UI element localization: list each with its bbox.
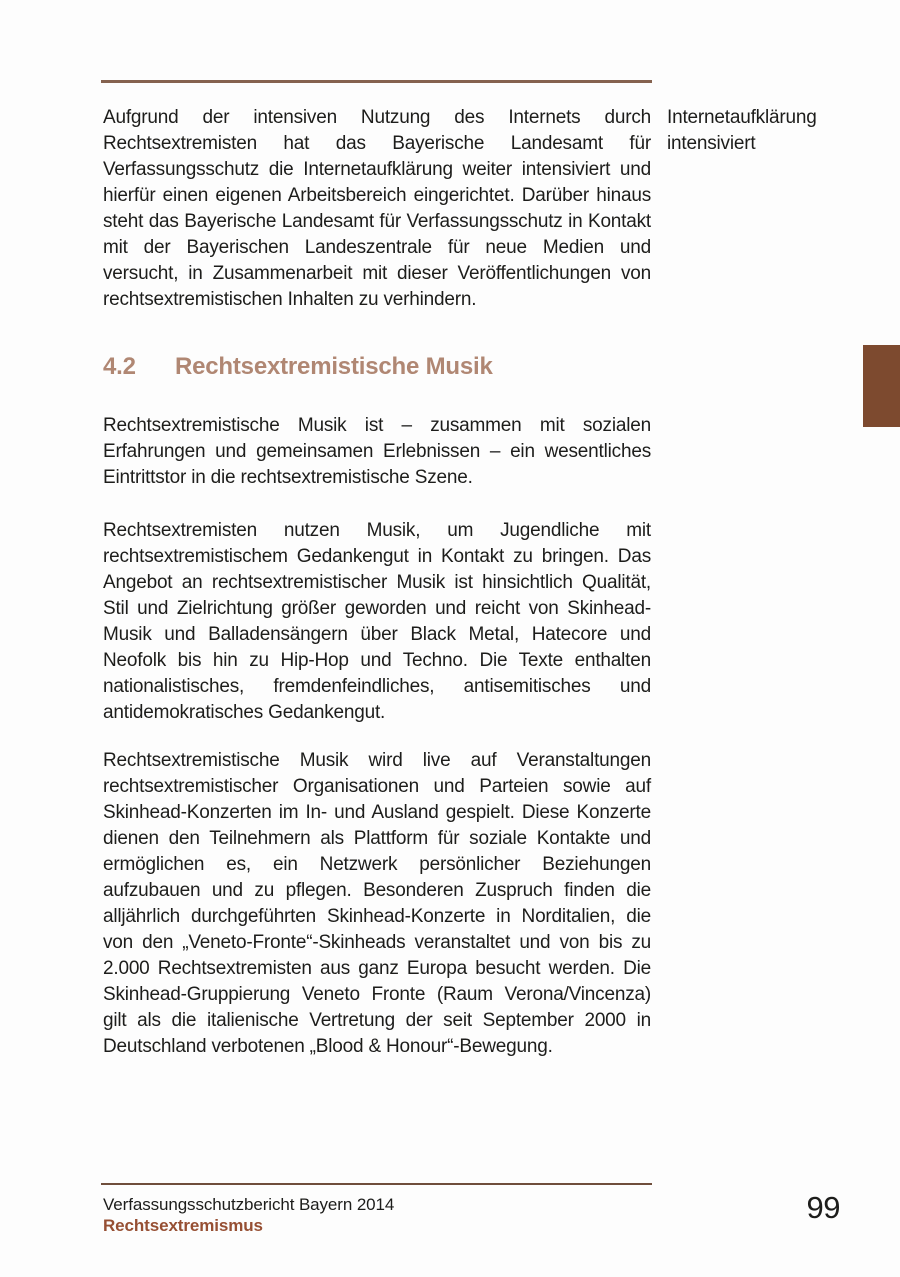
body-paragraph-konzerte: Rechtsextremistische Musik wird live auf Veranstaltungen rechtsextremistischer Organisationen und Parteien sowie auf Skinhead-Konzerten im In- und Ausland gespielt. Diese Konzerte dienen den Teilnehmern als Plattform für soziale Kontakte und ermöglichen es, ein Netzwerk persönlicher Beziehungen aufzubauen und zu pflegen. Besonderen Zuspruch finden die alljährlich durchgeführten Skinhead-Konzerte in Norditalien, die von den „Veneto-Fronte“-Skinheads veranstaltet und von bis zu 2.000 Rechtsextremisten aus ganz Europa besucht werden. Die Skinhead-Gruppierung Veneto Fronte (Raum Verona/Vincenza) gilt als die italienische Vertretung der seit September 2000 in Deutschland verbotenen „Blood & Honour“-Bewegung.: [103, 750, 651, 1057]
footer: [103, 1194, 394, 1236]
section-number: 4.2: [103, 353, 136, 380]
body-paragraph-intro-musik: Rechtsextremistische Musik ist – zusammen mit sozialen Erfahrungen und gemeinsamen Erlebnissen – ein wesentliches Eintrittstor in die rechtsextremistische Szene.: [103, 415, 651, 488]
chapter-edge-tab: [863, 345, 900, 427]
body-paragraph-musik-angebot: Rechtsextremisten nutzen Musik, um Jugendliche mit rechtsextremistischem Gedankengut in Kontakt zu bringen. Das Angebot an rechtsextremistischer Musik ist hinsichtlich Qualität, Stil und Zielrichtung größer geworden und reicht von Skinhead-Musik und Balladensängern über Black Metal, Hatecore und Neofolk bis hin zu Hip-Hop und Techno. Die Texte enthalten nationalistisches, fremdenfeindliches, antisemitisches und antidemokratisches Gedankengut.: [103, 520, 651, 723]
body-paragraph-internet: Aufgrund der intensiven Nutzung des Internets durch Rechtsextremisten hat das Bayerische Landesamt für Verfassungsschutz die Internetaufklärung weiter intensiviert und hierfür einen eigenen Arbeitsbereich eingerichtet. Darüber hinaus steht das Bayerische Landesamt für Verfassungsschutz in Kontakt mit der Bayerischen Landeszentrale für neue Medien und versucht, in Zusammenarbeit mit dieser Veröffentlichungen von rechtsextremistischen Inhalten zu verhindern.: [103, 107, 651, 310]
footer-chapter-label: Rechtsextremismus: [103, 1216, 263, 1235]
margin-note: Internetaufklärung intensiviert: [667, 107, 817, 154]
section-title: Rechtsextremistische Musik: [175, 353, 493, 380]
page-number: 99: [806, 1190, 840, 1225]
top-divider-rule: [101, 80, 652, 83]
footer-report-title: Verfassungsschutzbericht Bayern 2014: [103, 1195, 395, 1214]
footer-divider-rule: [101, 1183, 652, 1185]
section-heading: [103, 352, 493, 382]
